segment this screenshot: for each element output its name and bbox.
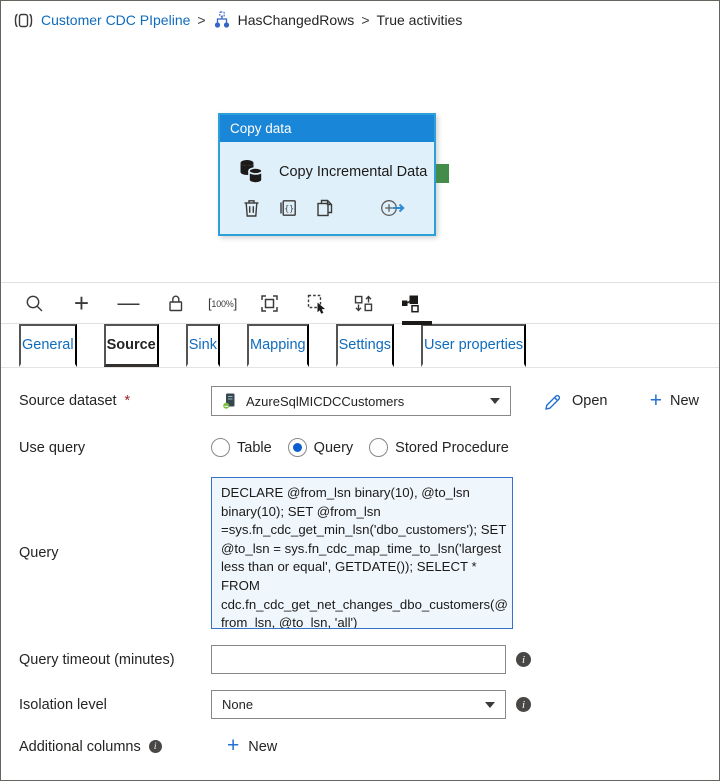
additional-columns-row — [19, 734, 701, 757]
zoom-reset-button[interactable] — [199, 283, 246, 324]
activity-action-bar — [230, 198, 424, 218]
query-label: Query — [19, 545, 59, 561]
activity-config-tabs — [1, 324, 719, 368]
auto-align-button[interactable] — [340, 283, 387, 324]
add-output-icon — [380, 198, 406, 218]
breadcrumb-pipeline-link[interactable]: Customer CDC PIpeline — [41, 12, 191, 28]
tab-settings[interactable]: Settings — [336, 324, 394, 367]
new-dataset-button[interactable] — [649, 388, 699, 412]
svg-text:{}: {} — [284, 204, 295, 213]
canvas-toolbar — [1, 282, 719, 324]
zoom-level-indicator: [ 100% ] — [208, 296, 237, 311]
zoom-to-fit-icon — [259, 293, 280, 314]
add-output-button[interactable] — [380, 198, 406, 218]
pencil-icon — [544, 392, 563, 411]
radio-table[interactable]: Table — [211, 438, 272, 457]
copy-data-icon — [238, 158, 265, 186]
tab-user-properties[interactable]: User properties — [421, 324, 526, 367]
add-column-button[interactable] — [227, 734, 278, 757]
query-timeout-input[interactable] — [211, 645, 506, 674]
info-icon[interactable]: i — [516, 697, 531, 712]
minimap-active-indicator — [402, 321, 432, 325]
output-connector[interactable] — [436, 164, 449, 183]
tab-general[interactable]: General — [19, 324, 77, 367]
use-query-row — [19, 438, 701, 457]
multi-select-icon — [306, 293, 327, 314]
clone-activity-button[interactable] — [315, 198, 335, 218]
isolation-level-label: Isolation level — [19, 696, 107, 713]
radio-stored-procedure[interactable]: Stored Procedure — [369, 438, 509, 457]
lock-icon — [166, 293, 185, 313]
chevron-down-icon — [485, 702, 495, 708]
view-code-button[interactable] — [278, 198, 298, 218]
chevron-down-icon — [490, 398, 500, 404]
lock-canvas-button[interactable] — [152, 283, 199, 324]
source-config-panel — [1, 368, 719, 780]
add-column-label: New — [248, 738, 278, 755]
use-query-radio-group — [211, 438, 509, 457]
multi-select-button[interactable] — [293, 283, 340, 324]
activity-body — [220, 142, 434, 234]
radio-circle — [288, 438, 307, 457]
plus-icon: + — [227, 734, 240, 757]
tab-mapping[interactable]: Mapping — [247, 324, 309, 367]
isolation-level-value: None — [222, 697, 254, 712]
plus-icon: + — [73, 288, 90, 318]
plus-icon: + — [649, 388, 662, 412]
trash-icon — [242, 198, 261, 218]
pipeline-canvas[interactable] — [1, 39, 719, 282]
zoom-to-fit-button[interactable] — [246, 283, 293, 324]
minimap-button[interactable] — [387, 283, 434, 324]
if-condition-icon — [213, 11, 231, 29]
query-row — [19, 477, 701, 629]
additional-columns-info-icon[interactable]: i — [149, 740, 162, 753]
breadcrumb-page-label: True activities — [376, 12, 463, 28]
radio-query[interactable]: Query — [288, 438, 354, 457]
minus-icon: — — [117, 290, 140, 315]
required-asterisk: * — [124, 393, 131, 409]
radio-circle — [211, 438, 230, 457]
activity-type-label: Copy data — [230, 121, 292, 136]
search-icon — [25, 294, 44, 313]
delete-activity-button[interactable] — [242, 198, 261, 218]
query-timeout-row — [19, 645, 701, 674]
new-label: New — [669, 393, 699, 409]
breadcrumb-separator: > — [197, 12, 206, 28]
dataset-icon — [222, 393, 237, 409]
radio-circle — [369, 438, 388, 457]
selected-dataset-value: AzureSqlMICDCCustomers — [246, 393, 405, 409]
code-braces-icon — [278, 198, 298, 218]
clone-icon — [315, 198, 335, 218]
tab-sink[interactable]: Sink — [186, 324, 220, 367]
query-timeout-label: Query timeout (minutes) — [19, 651, 175, 668]
copy-activity-card[interactable] — [218, 113, 436, 236]
breadcrumb-separator: > — [361, 12, 370, 28]
auto-align-icon — [353, 293, 374, 314]
tab-source[interactable]: Source — [104, 324, 159, 367]
zoom-out-button[interactable] — [105, 283, 152, 324]
breadcrumb — [1, 1, 719, 39]
info-icon[interactable]: i — [516, 652, 531, 667]
open-dataset-button[interactable] — [544, 392, 607, 411]
breadcrumb-condition-label[interactable]: HasChangedRows — [237, 12, 355, 28]
search-button[interactable] — [11, 283, 58, 324]
zoom-in-button[interactable] — [58, 283, 105, 324]
source-dataset-row — [19, 386, 701, 416]
minimap-icon — [400, 293, 421, 314]
activity-type-header — [220, 115, 434, 142]
isolation-level-select[interactable] — [211, 690, 506, 719]
source-dataset-label: Source dataset * — [19, 393, 131, 409]
isolation-level-row — [19, 690, 701, 719]
activity-name[interactable]: Copy Incremental Data — [279, 164, 428, 180]
pipeline-icon — [13, 13, 34, 28]
use-query-label: Use query — [19, 439, 86, 456]
additional-columns-label: Additional columns i — [19, 739, 211, 755]
open-label: Open — [572, 393, 608, 409]
source-dataset-select[interactable] — [211, 386, 511, 416]
query-textarea[interactable] — [211, 477, 513, 629]
